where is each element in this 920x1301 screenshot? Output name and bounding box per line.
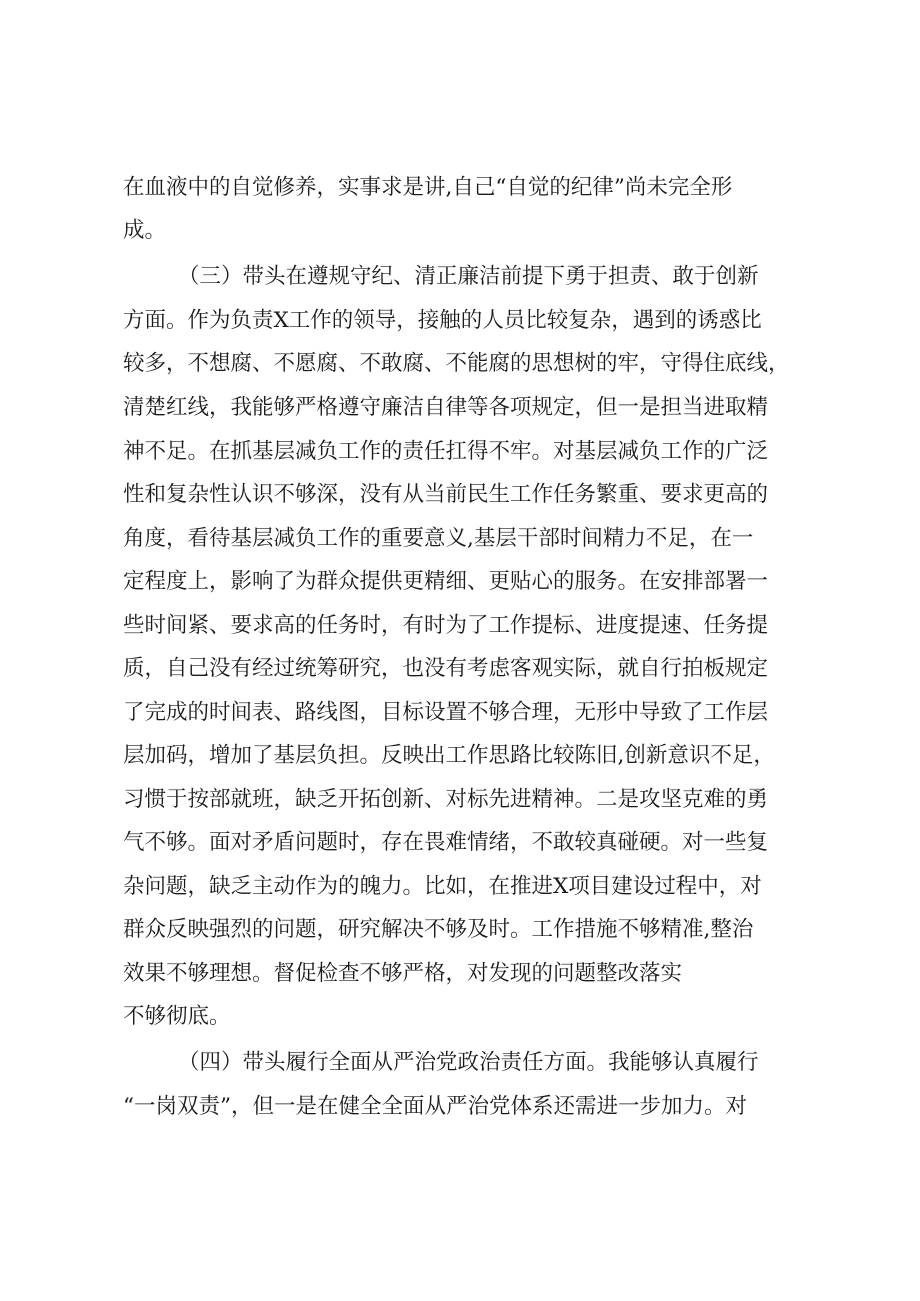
section-heading-line: （三）带头在遵规守纪、清正廉洁前提下勇于担责、敢于创新 — [178, 264, 759, 289]
text-line: 质，自己没有经过统筹研究，也没有考虑客观实际，就自行拍板规定 — [123, 656, 769, 681]
text-line: 较多，不想腐、不愿腐、不敢腐、不能腐的思想树的牢，守得住底线， — [123, 351, 790, 376]
text-line: 层加码，增加了基层负担。反映出工作思路比较陈旧,创新意识不足， — [123, 743, 775, 768]
text-line: 些时间紧、要求高的任务时，有时为了工作提标、进度提速、任务提 — [123, 613, 769, 638]
text-line: “一岗双责”，但一是在健全全面从严治党体系还需进一步加力。对 — [123, 1094, 747, 1119]
text-line: 习惯于按部就班，缺乏开拓创新、对标先进精神。二是攻坚克难的勇 — [123, 787, 769, 812]
text-line: 杂问题，缺乏主动作为的魄力。比如，在推进X项目建设过程中，对 — [123, 874, 762, 899]
text-line: 效果不够理想。督促检查不够严格，对发现的问题整改落实 — [123, 961, 683, 986]
text-line: 在血液中的自觉修养，实事求是讲,自己“自觉的纪律”尚未完全形 — [123, 175, 733, 200]
text-line: 定程度上，影响了为群众提供更精细、更贴心的服务。在安排部署一 — [123, 569, 769, 594]
text-line: 成。 — [123, 218, 167, 243]
text-line: 清楚红线，我能够严格遵守廉洁自律等各项规定，但一是担当进取精 — [123, 395, 769, 420]
text-line: 气不够。面对矛盾问题时，存在畏难情绪，不敢较真碰硬。对一些复 — [123, 830, 769, 855]
text-line: 神不足。在抓基层减负工作的责任扛得不牢。对基层减负工作的广泛 — [123, 439, 769, 464]
text-line: 性和复杂性认识不够深，没有从当前民生工作任务繁重、要求更高的 — [123, 482, 769, 507]
text-line: 群众反映强烈的问题，研究解决不够及时。工作措施不够精准,整治 — [123, 917, 754, 942]
text-line: 不够彻底。 — [123, 1004, 231, 1029]
text-line: 角度，看待基层减负工作的重要意义,基层干部时间精力不足，在一 — [123, 526, 754, 551]
text-line: 方面。作为负责X工作的领导，接触的人员比较复杂，遇到的诱惑比 — [123, 308, 762, 333]
text-line: 了完成的时间表、路线图，目标设置不够合理，无形中导致了工作层 — [123, 700, 769, 725]
section-heading-line: （四）带头履行全面从严治党政治责任方面。我能够认真履行 — [178, 1050, 759, 1075]
